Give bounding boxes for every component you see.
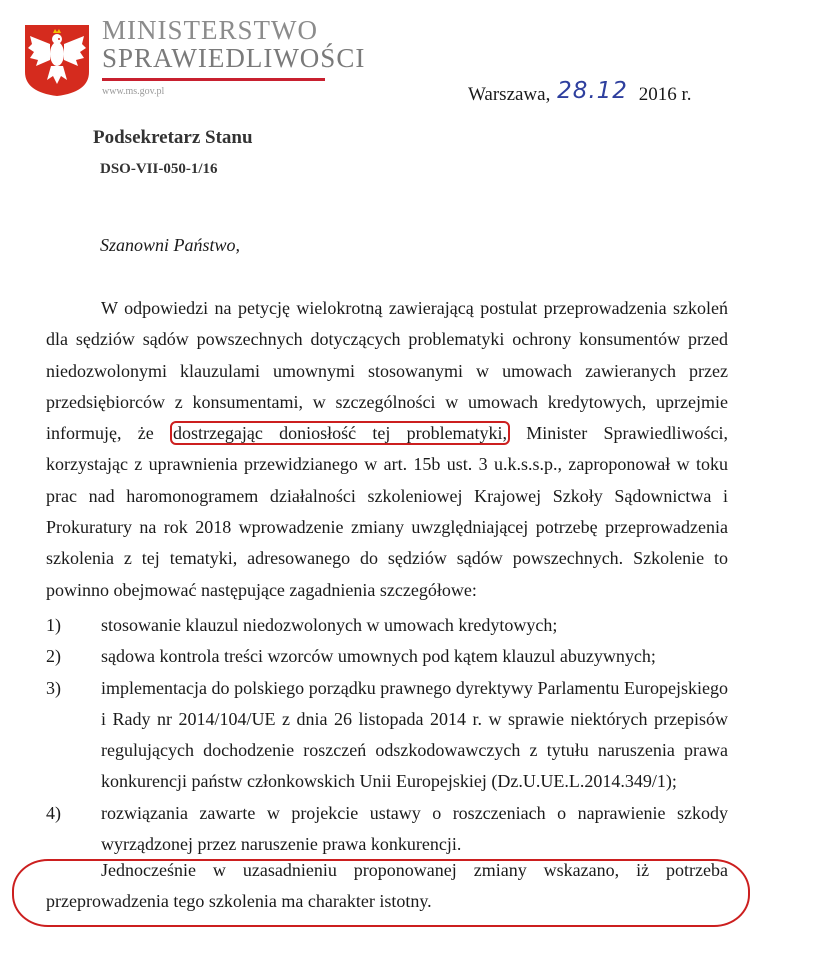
list-item-text: stosowanie klauzul niedozwolonych w umowach kredytowych; <box>101 615 558 635</box>
paragraph-1-text-before: W odpowiedzi na petycję wielokrotną zawierającą postulat przeprowadzenia szkoleń dla sędziów sądów powszechnych dotyczących problematyki ochrony konsumentów przed niedozwolonymi klauzulami umownymi stosowanymi w umowach zawieranych przez przedsiębiorców z konsumentami, w szczególności w umowach kredytowych, uprzejmie informuję, że <box>46 298 728 444</box>
paragraph-1-text-after: Minister Sprawiedliwości, korzystając z uprawnienia przewidzianego w art. 15b ust. 3 u.k.s.s.p., zaproponował w toku prac nad haromonogramem działalności szkoleniowej Krajowej Szkoły Sądownictwa i Prokuratury na rok 2018 wprowadzenie zmiany uwzględniającej potrzebę przeprowadzenia szkolenia z tej tematyki, adresowanego do sędziów sądów powszechnych. Szkolenie to powinno obejmować następujące zagadnienia szczegółowe: <box>46 423 729 600</box>
list-item <box>46 673 728 798</box>
highlighted-phrase: dostrzegając doniosłość tej problematyki, <box>170 421 510 445</box>
list-item-text: sądowa kontrola treści wzorców umownych pod kątem klauzul abuzywnych; <box>101 646 656 667</box>
list-item <box>46 641 728 672</box>
ministry-name <box>102 16 365 72</box>
sender-title: Podsekretarz Stanu <box>93 127 253 148</box>
date-year: 2016 r. <box>638 84 692 105</box>
ministry-name-line2: SPRAWIEDLIWOŚCI <box>102 43 366 73</box>
list-item-text: rozwiązania zawarte w projekcie ustawy o roszczeniach o naprawienie szkody wyrządzonej przez naruszenie prawa konkurencji. <box>101 802 728 855</box>
list-item-number: 4) <box>46 802 61 823</box>
list-item-text: implementacja do polskiego porządku prawnego dyrektywy Parlamentu Europejskiego i Rady nr 2014/104/UE z dnia 26 listopada 2014 r. w sprawie niektórych przepisów regulujących dochodzenie roszczeń odszkodowawczych z tytułu naruszenia prawa konkurencji państw członkowskich Unii Europejskiej (Dz.U.UE.L.2014.349/1); <box>101 677 728 792</box>
list-item <box>46 610 728 641</box>
polish-eagle-emblem-icon <box>22 22 92 97</box>
body-paragraph-1 <box>46 293 728 606</box>
ministry-name-line1: MINISTERSTWO <box>102 15 318 45</box>
date-city: Warszawa, <box>468 84 551 105</box>
date-line <box>468 80 691 106</box>
date-handwritten: 28.12 <box>557 78 628 104</box>
highlight-ellipse <box>12 859 750 927</box>
list-item-number: 1) <box>46 615 61 635</box>
body-paragraph-2: Jednocześnie w uzasadnieniu proponowanej zmiany wskazano, iż potrzeba przeprowadzenia tego szkolenia ma charakter istotny. <box>46 860 728 912</box>
reference-number: DSO-VII-050-1/16 <box>100 161 218 177</box>
list-item-number: 3) <box>46 677 61 698</box>
salutation: Szanowni Państwo, <box>100 235 241 255</box>
ministry-website: www.ms.gov.pl <box>102 86 165 97</box>
list-item-number: 2) <box>46 646 61 667</box>
list-item <box>46 798 728 861</box>
topics-list <box>46 610 728 860</box>
letterhead-red-bar <box>102 78 325 81</box>
